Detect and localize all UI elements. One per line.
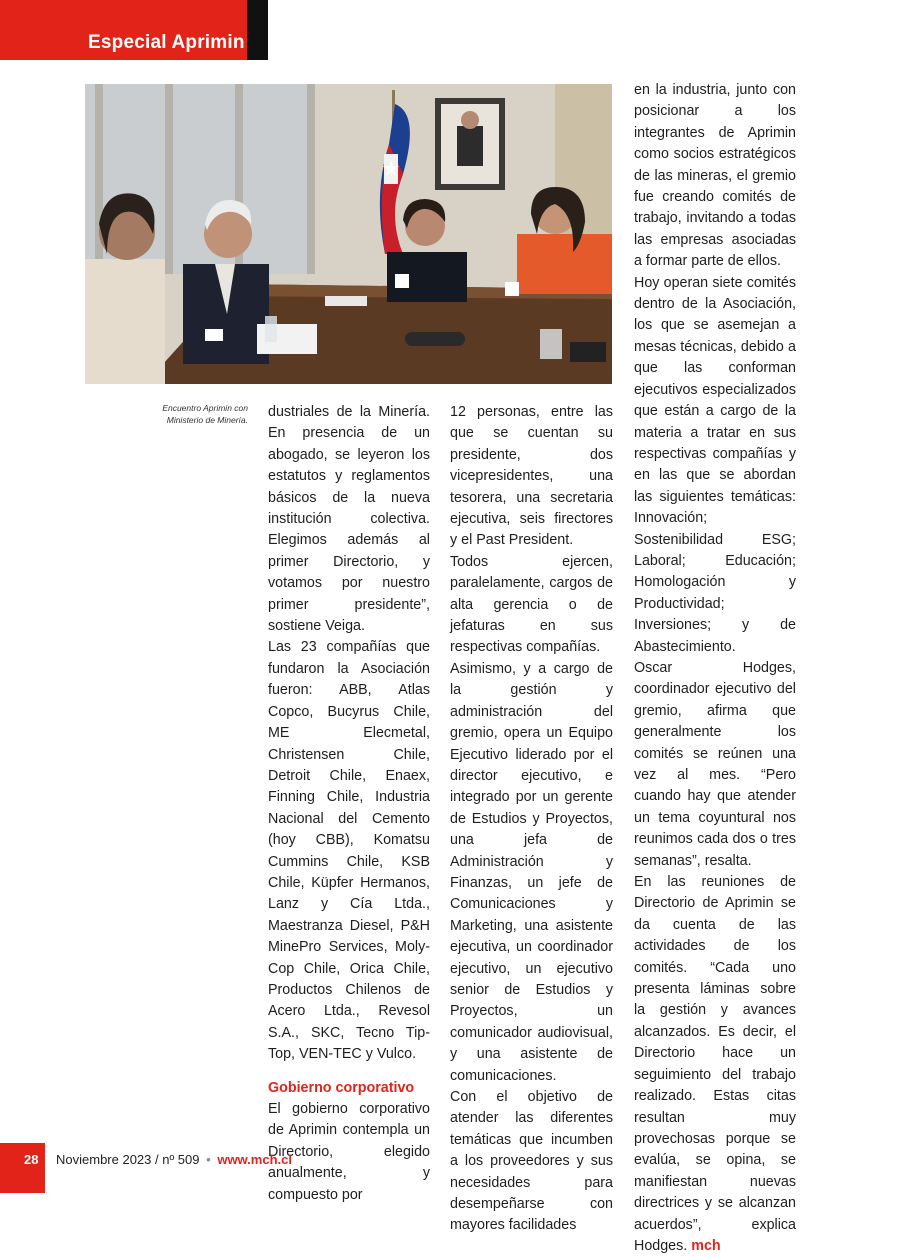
paragraph: Hoy operan siete comités dentro de la Asociación, los que se asemejan a mesas técnicas, debido a que las conforman ejecutivos especializados que están a cargo de la materia a tratar en sus respectivas compañías y en las que se abordan las siguientes temáticas: Innovación; Sostenibilidad ESG; Laboral; Educación; Homologación y Productividad; Inversiones; y de Abastecimiento. <box>634 274 796 655</box>
section-label: Especial Aprimin <box>88 32 245 53</box>
paragraph: Con el objetivo de atender las diferentes temáticas que incumben a los proveedores y sus necesidades para desempeñarse con mayores facilidades <box>450 1089 613 1234</box>
photo-credit: Gentileza Aprimin <box>78 245 85 300</box>
paragraph-final-text: En las reuniones de Directorio de Aprimin se da cuenta de las actividades de los comités. “Cada uno presenta láminas sobre la gestión y avances alcanzados. Es decir, el Directorio hace un seguimiento del trabajo realizado. Estas citas resultan muy provechosas porque se evalúa, se opina, se manifiestan nuevas directrices y se alcanzan acuerdos”, explica Hodges. <box>634 874 796 1254</box>
paragraph: Todos ejercen, paralelamente, cargos de alta gerencia o de jefaturas en sus respectivas compañías. <box>450 553 613 656</box>
paragraph-final <box>634 872 796 1257</box>
paragraph: Asimismo, y a cargo de la gestión y administración del gremio, opera un Equipo Ejecutivo liderado por el director ejecutivo, e integrado por un gerente de Estudios y Proyectos, una jefa de Administración y Finanzas, un jefe de Comunicaciones y Marketing, una asistente ejecutiva, un coordinador ejecutivo, un ejecutivo senior de Estudios y Proyectos, un comunicador audiovisual, y una asistente de comunicaciones. <box>450 660 613 1084</box>
article-column-2 <box>450 402 613 1237</box>
footer-separator: • <box>206 1152 211 1167</box>
footer-info <box>56 1152 292 1167</box>
paragraph: El gobierno corporativo de Aprimin contempla un Directorio, elegido anualmente, y compuesto por <box>268 1101 430 1203</box>
issue-info: Noviembre 2023 / nº 509 <box>56 1152 200 1167</box>
photo-caption-line1: Encuentro Aprimin con <box>162 403 248 413</box>
article-column-1 <box>268 402 430 1206</box>
meeting-photo-illustration <box>85 84 612 384</box>
meeting-photo <box>85 84 612 384</box>
paragraph: Oscar Hodges, coordinador ejecutivo del gremio, afirma que generalmente los comités se reúnen una vez al mes. “Pero cuando hay que atender un tema coyuntural nos reunimos cada dos o tres semanas”, resalta. <box>634 659 796 869</box>
section-header <box>0 0 268 60</box>
section-header-accent <box>247 0 268 60</box>
paragraph: en la industria, junto con posicionar a los integrantes de Aprimin como socios estratégicos de las mineras, el gremio fue creando comités de trabajo, invitando a todas las empresas asociadas a formar parte de ellos. <box>634 82 796 270</box>
page-number: 28 <box>24 1152 39 1167</box>
subheading: Gobierno corporativo <box>268 1079 415 1096</box>
photo-caption-line2: Ministerio de Minería. <box>166 415 248 425</box>
article-column-3 <box>634 80 796 1257</box>
paragraph: 12 personas, entre las que se cuentan su presidente, dos vicepresidentes, una tesorera, una secretaria ejecutiva, seis firectores y el Past President. <box>450 404 613 549</box>
website-link[interactable]: www.mch.cl <box>217 1152 292 1167</box>
mch-end-mark: mch <box>691 1237 721 1254</box>
footer-tab <box>0 1143 45 1193</box>
photo-caption <box>138 402 248 426</box>
paragraph: Las 23 compañías que fundaron la Asociación fueron: ABB, Atlas Copco, Bucyrus Chile, ME Elecmetal, Christensen Chile, Detroit Chile, Enaex, Finning Chile, Industria Nacional del Cemento (hoy CBB), Komatsu Cummins Chile, KSB Chile, Küpfer Hermanos, Lanz y Cía Ltda., Maestranza Diesel, P&H MinePro Services, Moly-Cop Chile, Orica Chile, Productos Chilenos de Acero Ltda., Revesol S.A., SKC, Tecno Tip-Top, VEN-TEC y Vulco. <box>268 639 430 1063</box>
paragraph: dustriales de la Minería. En presencia de un abogado, se leyeron los estatutos y reglamentos básicos de la nueva institución colectiva. Elegimos además al primer Directorio, y votamos por nuestro primer presidente”, sostiene Veiga. <box>268 404 430 635</box>
